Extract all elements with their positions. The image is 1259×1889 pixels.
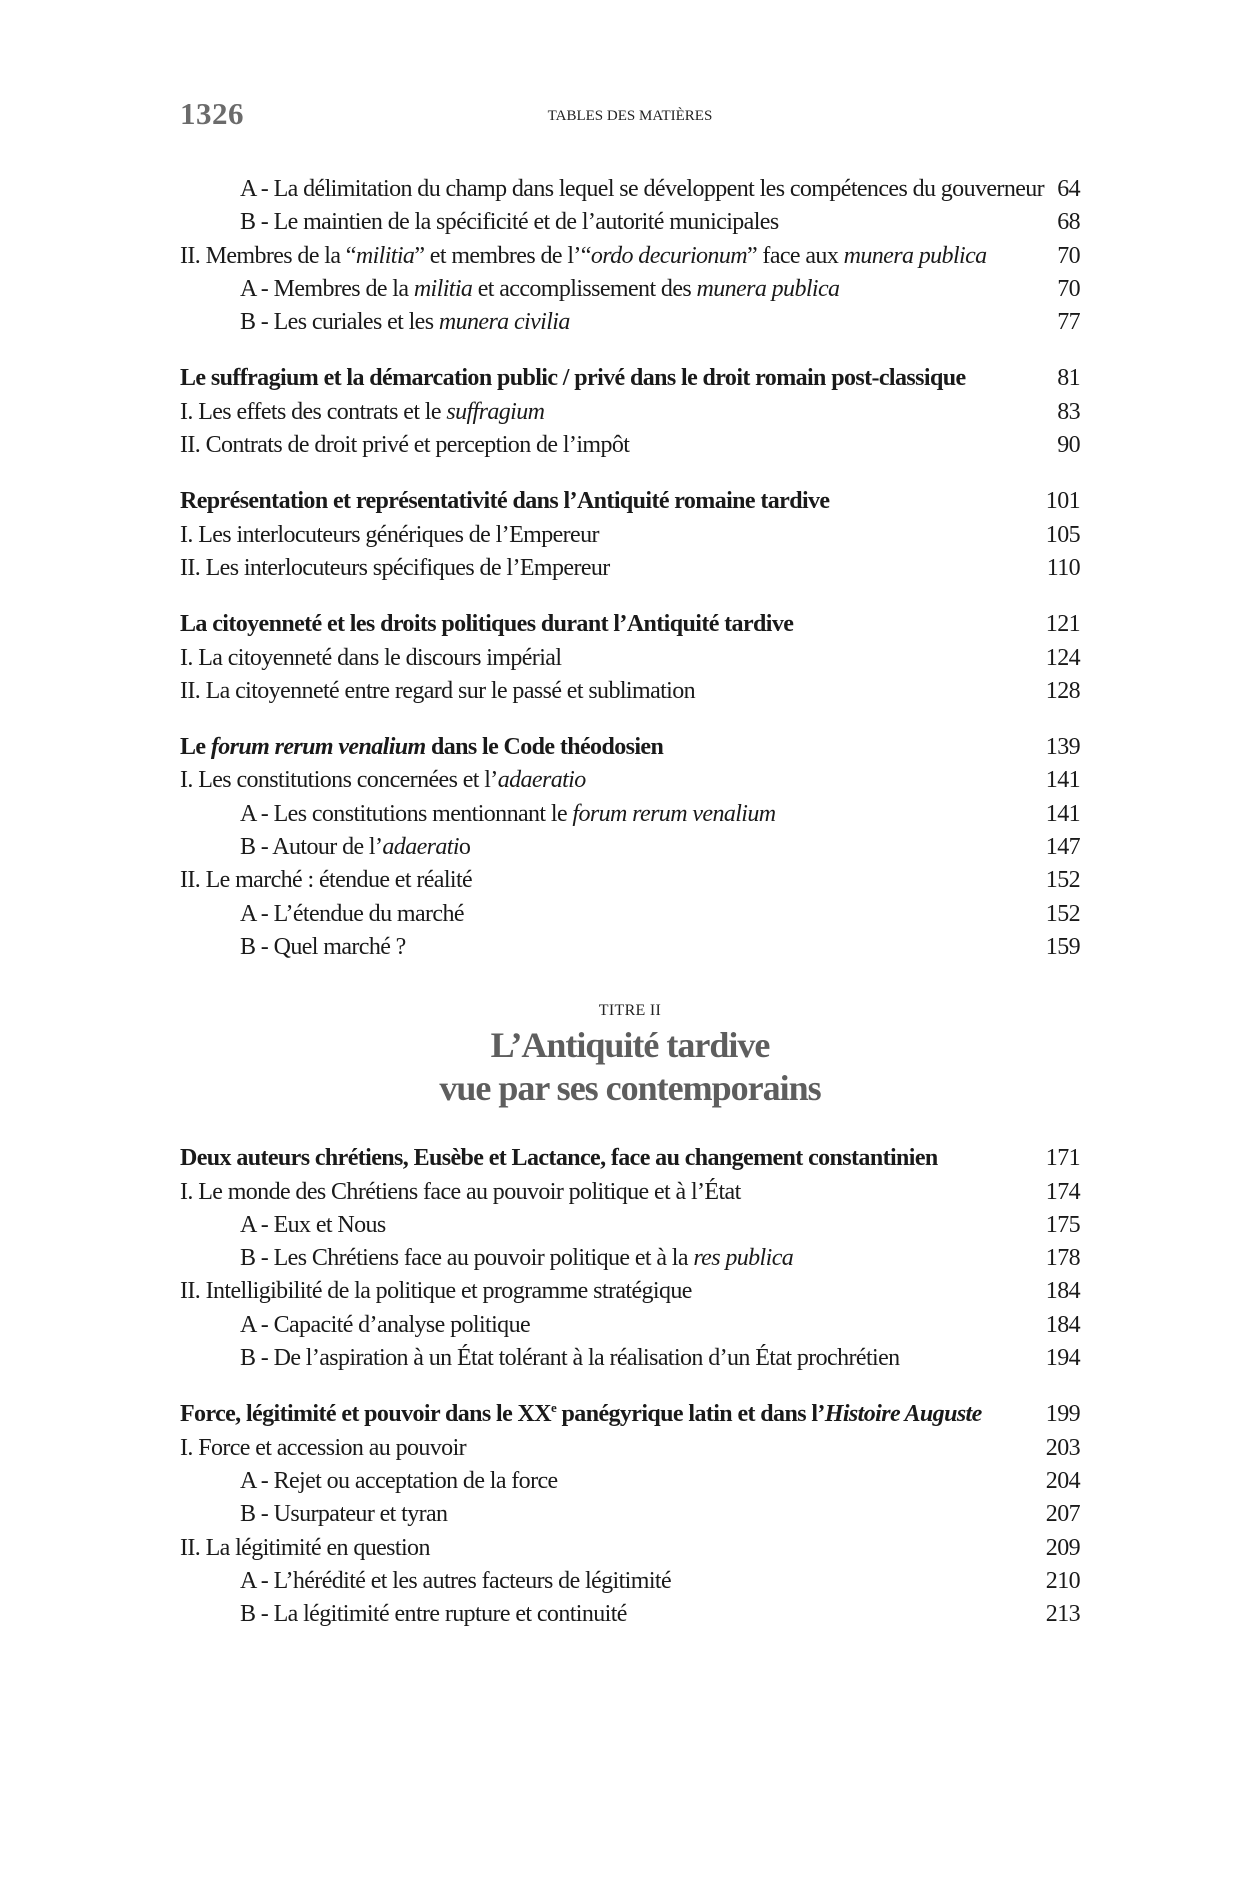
toc-entry-title	[180, 764, 586, 797]
entry-text: et accomplissement des	[472, 275, 697, 302]
toc-page-number: 194	[1045, 1345, 1080, 1372]
toc-entry-title	[180, 552, 610, 585]
toc-subpart-entry	[180, 898, 1080, 931]
toc-entry-title	[240, 306, 570, 339]
toc-part-entry	[180, 429, 1080, 462]
toc-entry-title	[240, 898, 464, 931]
entry-text: B - La légitimité entre rupture et continuité	[240, 1601, 627, 1628]
toc-entry-title	[180, 1398, 982, 1431]
toc-chapter-entry	[180, 485, 1080, 518]
italic-text: militia	[355, 242, 415, 269]
entry-text: I. Les constitutions concernées et l’	[180, 767, 498, 794]
entry-text: ” face aux	[746, 242, 844, 269]
toc-entry-title	[180, 240, 987, 273]
toc-entry-title	[240, 798, 776, 831]
italic-text: ordo decurionum	[590, 242, 747, 269]
entry-text: I. Force et accession au pouvoir	[180, 1434, 467, 1461]
toc-part-entry	[180, 642, 1080, 675]
toc-entry-title	[240, 1565, 671, 1598]
toc-page-number: 110	[1046, 554, 1080, 581]
entry-text: B - Les Chrétiens face au pouvoir politique et à la	[240, 1245, 694, 1272]
toc-page-number: 139	[1045, 734, 1080, 761]
toc-subpart-entry	[180, 798, 1080, 831]
entry-text: II. Membres de la “	[180, 242, 356, 269]
entry-text: A - La délimitation du champ dans lequel se développent les compétences du gouverneur	[240, 176, 1045, 202]
entry-text: A - L’étendue du marché	[240, 900, 464, 927]
toc-subpart-entry	[180, 206, 1080, 239]
toc-spacer	[180, 339, 1080, 362]
toc-entry-title	[240, 206, 779, 239]
toc-page-number: 152	[1045, 867, 1080, 894]
toc-entry-title	[240, 1342, 900, 1375]
toc-page-number: 81	[1057, 365, 1080, 392]
toc-entry-title	[180, 1142, 938, 1175]
entry-text: La citoyenneté et les droits politiques durant l’Antiquité tardive	[180, 611, 794, 638]
toc-subpart-entry	[180, 931, 1080, 964]
toc-page-number: 83	[1057, 398, 1080, 425]
entry-text: B - Autour de l’	[240, 834, 383, 861]
entry-text: o	[458, 834, 471, 861]
toc-page-number: 207	[1045, 1501, 1080, 1528]
toc-subpart-entry	[180, 173, 1080, 206]
toc-entry-title	[240, 173, 1044, 206]
italic-text: adaeratio	[497, 767, 586, 794]
toc-subpart-entry	[180, 1342, 1080, 1375]
toc-entry-title	[240, 1242, 793, 1275]
entry-text: B - Quel marché ?	[240, 933, 406, 960]
toc-page-number: 174	[1045, 1178, 1080, 1205]
toc-page-number: 124	[1045, 644, 1080, 671]
italic-text: munera publica	[843, 242, 987, 269]
running-title: TABLES DES MATIÈRES	[547, 108, 713, 124]
titre-title-line-1: L’Antiquité tardive	[490, 1025, 770, 1066]
italic-text: forum rerum venalium	[572, 800, 776, 827]
toc-page-number: 171	[1045, 1145, 1080, 1172]
toc-entry-title	[180, 396, 544, 429]
toc-page-number: 213	[1045, 1601, 1080, 1628]
toc-page-number: 141	[1045, 800, 1080, 827]
toc-entry-title	[240, 1465, 558, 1498]
toc-entry-title	[240, 931, 406, 964]
entry-text: Représentation et représentativité dans l’Antiquité romaine tardive	[180, 488, 830, 515]
toc-chapter-entry	[180, 608, 1080, 641]
italic-text: res publica	[693, 1245, 794, 1272]
toc-page-number: 128	[1045, 677, 1080, 704]
toc-entry-title	[240, 1498, 447, 1531]
entry-text: A - Membres de la	[240, 275, 414, 302]
toc-subpart-entry	[180, 273, 1080, 306]
toc-chapter-entry	[180, 362, 1080, 395]
toc-subpart-entry	[180, 1498, 1080, 1531]
entry-text: B - Le maintien de la spécificité et de l’autorité municipales	[240, 209, 779, 236]
toc-part-entry	[180, 519, 1080, 552]
entry-text: Le suffragium et la démarcation public / privé dans le droit romain post-classique	[180, 365, 966, 392]
toc-part-entry	[180, 1275, 1080, 1308]
page-number: 1326	[180, 96, 244, 131]
entry-text: II. La citoyenneté entre regard sur le passé et sublimation	[180, 677, 696, 704]
entry-text: II. Contrats de droit privé et perception de l’impôt	[180, 432, 630, 459]
italic-text: forum rerum venalium	[210, 734, 426, 761]
toc-part-entry	[180, 1432, 1080, 1465]
entry-text: dans le Code théodosien	[425, 734, 664, 761]
table-of-contents	[180, 173, 1080, 1631]
toc-subpart-entry	[180, 1309, 1080, 1342]
entry-text: II. Les interlocuteurs spécifiques de l’Empereur	[180, 554, 610, 581]
toc-entry-title	[180, 1275, 692, 1308]
toc-subpart-entry	[180, 831, 1080, 864]
toc-page-number: 152	[1045, 900, 1080, 927]
toc-page-number: 178	[1045, 1245, 1080, 1272]
titre-number: TITRE II	[598, 1002, 662, 1020]
toc-page-number: 90	[1057, 432, 1080, 459]
entry-text: I. Les interlocuteurs génériques de l’Empereur	[180, 521, 599, 548]
entry-text: B - De l’aspiration à un État tolérant à la réalisation d’un État prochrétien	[240, 1345, 900, 1372]
toc-page-number: 147	[1045, 834, 1080, 861]
toc-page-number: 70	[1057, 242, 1080, 269]
toc-spacer	[180, 462, 1080, 485]
entry-text: A - L’hérédité et les autres facteurs de légitimité	[240, 1567, 672, 1594]
toc-subpart-entry	[180, 1565, 1080, 1598]
toc-page-number: 210	[1045, 1567, 1080, 1594]
toc-page-number: 77	[1057, 309, 1080, 336]
entry-text: A - Capacité d’analyse politique	[240, 1311, 531, 1338]
entry-text: B - Les curiales et les	[240, 309, 439, 336]
italic-text: adaerati	[382, 834, 459, 861]
toc-entry-title	[180, 642, 561, 675]
toc-page-number: 64	[1057, 176, 1080, 202]
toc-page-number: 141	[1045, 767, 1080, 794]
toc-part-entry	[180, 552, 1080, 585]
entry-text: I. Les effets des contrats et le	[180, 398, 447, 425]
entry-text: II. Intelligibilité de la politique et programme stratégique	[180, 1278, 692, 1305]
toc-part-entry	[180, 240, 1080, 273]
toc-page-number: 199	[1045, 1401, 1080, 1428]
entry-text: I. Le monde des Chrétiens face au pouvoir politique et à l’État	[180, 1178, 741, 1205]
toc-entry-title	[240, 831, 470, 864]
italic-text: munera civilia	[438, 309, 570, 336]
toc-spacer	[180, 708, 1080, 731]
entry-text: ” et membres de l’“	[414, 242, 591, 269]
toc-subpart-entry	[180, 1465, 1080, 1498]
toc-subpart-entry	[180, 1598, 1080, 1631]
toc-entry-title	[180, 1532, 430, 1565]
toc-subpart-entry	[180, 306, 1080, 339]
toc-chapter-entry	[180, 1142, 1080, 1175]
toc-entry-title	[180, 1432, 466, 1465]
toc-part-entry	[180, 1532, 1080, 1565]
entry-text: A - Les constitutions mentionnant le	[240, 800, 573, 827]
toc-part-entry	[180, 764, 1080, 797]
toc-entry-title	[180, 429, 629, 462]
toc-entry-title	[180, 675, 695, 708]
toc-page-number: 121	[1045, 611, 1080, 638]
toc-entry-title	[180, 608, 793, 641]
toc-part-entry	[180, 675, 1080, 708]
toc-entry-title	[180, 1176, 741, 1209]
page-header	[180, 96, 1080, 136]
toc-part-entry	[180, 864, 1080, 897]
toc-entry-title	[180, 362, 966, 395]
entry-text: II. Le marché : étendue et réalité	[180, 867, 473, 894]
toc-page-number: 184	[1045, 1311, 1080, 1338]
toc-subpart-entry	[180, 1209, 1080, 1242]
titre-title-line-2: vue par ses contemporains	[439, 1068, 821, 1109]
toc-page-number: 101	[1045, 488, 1080, 515]
toc-entry-title	[180, 519, 599, 552]
toc-section-titre-1-continued	[180, 173, 1080, 964]
entry-text: panégyrique latin et dans l’	[556, 1401, 825, 1428]
toc-entry-title	[240, 273, 839, 306]
toc-page-number: 105	[1045, 521, 1080, 548]
toc-entry-title	[180, 485, 829, 518]
toc-page-number: 204	[1045, 1467, 1080, 1494]
entry-text: B - Usurpateur et tyran	[240, 1501, 448, 1528]
toc-entry-title	[240, 1598, 627, 1631]
toc-part-entry	[180, 1176, 1080, 1209]
superscript-text: e	[550, 1400, 557, 1416]
toc-entry-title	[180, 864, 472, 897]
toc-part-entry	[180, 396, 1080, 429]
toc-page-number: 184	[1045, 1278, 1080, 1305]
toc-chapter-entry	[180, 1398, 1080, 1431]
toc-page-number: 159	[1045, 933, 1080, 960]
italic-text: suffragium	[446, 398, 545, 425]
italic-text: Histoire Auguste	[824, 1401, 982, 1428]
titre-heading	[180, 964, 1080, 1142]
toc-spacer	[180, 585, 1080, 608]
entry-text: Force, légitimité et pouvoir dans le XX	[180, 1401, 551, 1428]
toc-entry-title	[180, 731, 663, 764]
toc-page-number: 68	[1057, 209, 1080, 236]
toc-page-number: 70	[1057, 275, 1080, 302]
toc-entry-title	[240, 1209, 386, 1242]
entry-text: A - Rejet ou acceptation de la force	[240, 1467, 558, 1494]
entry-text: A - Eux et Nous	[240, 1211, 386, 1238]
toc-page-number: 209	[1045, 1534, 1080, 1561]
toc-section-titre-2	[180, 1142, 1080, 1631]
entry-text: Le	[180, 734, 211, 761]
italic-text: munera publica	[696, 275, 840, 302]
italic-text: militia	[413, 275, 473, 302]
toc-page-number: 175	[1045, 1211, 1080, 1238]
toc-spacer	[180, 1375, 1080, 1398]
toc-chapter-entry	[180, 731, 1080, 764]
toc-page-number: 203	[1045, 1434, 1080, 1461]
toc-entry-title	[240, 1309, 530, 1342]
entry-text: I. La citoyenneté dans le discours impérial	[180, 644, 562, 671]
entry-text: Deux auteurs chrétiens, Eusèbe et Lactance, face au changement constantinien	[180, 1145, 938, 1172]
toc-subpart-entry	[180, 1242, 1080, 1275]
entry-text: II. La légitimité en question	[180, 1534, 430, 1561]
